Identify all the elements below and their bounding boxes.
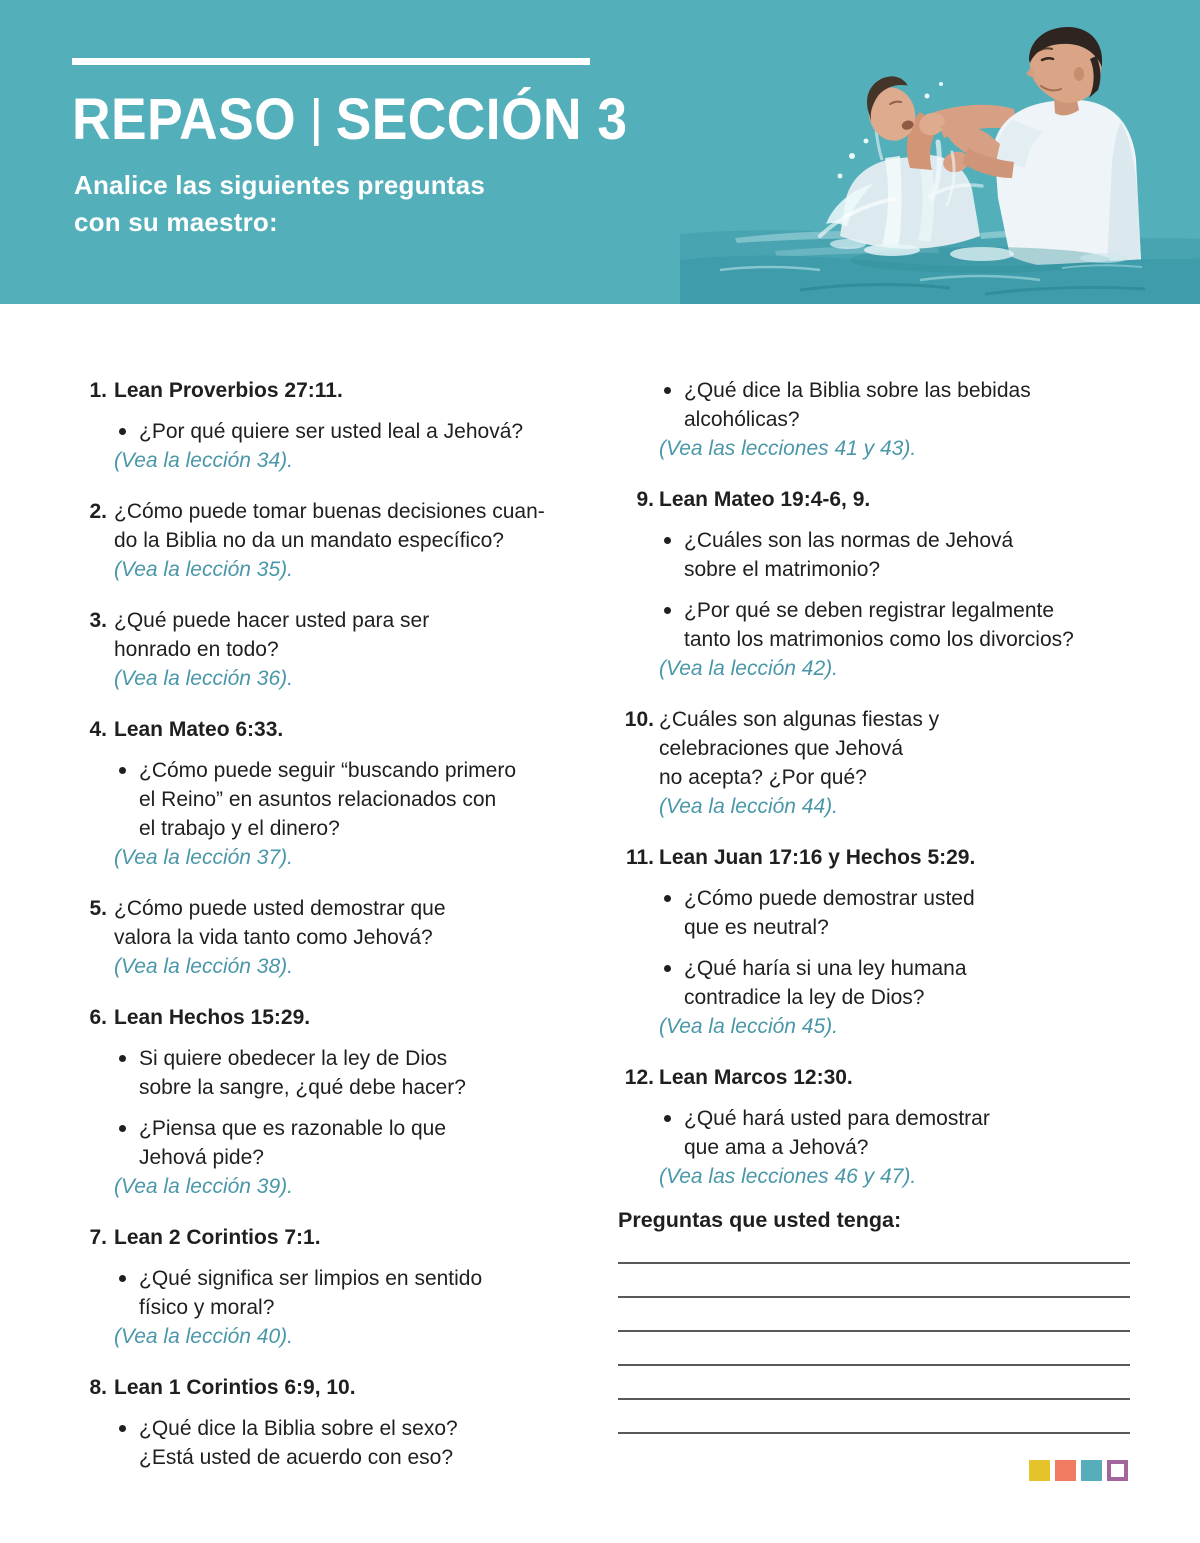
bullet-line: Si quiere obedecer la ley de Dios (139, 1047, 448, 1070)
notes-title: Preguntas que usted tenga: (618, 1208, 902, 1232)
question-item-7 (85, 1223, 591, 1351)
question-text-line: no acepta? ¿Por qué? (659, 766, 867, 789)
bullet-line: sobre el matrimonio? (684, 558, 881, 581)
answer-line (618, 1398, 1130, 1400)
question-number: 1. (89, 379, 107, 402)
bullet-line: tanto los matrimonios como los divorcios? (684, 628, 1074, 651)
bullet-line: ¿Qué haría si una ley humana (684, 957, 967, 980)
bullet-text (684, 884, 975, 942)
bullet-line: ¿Cuáles son las normas de Jehová (684, 529, 1014, 552)
bullet-text (139, 417, 523, 446)
question-text-line: ¿Cómo puede tomar buenas decisiones cuan- (114, 500, 545, 523)
bullet-line: que es neutral? (684, 916, 829, 939)
bullet-line: que ama a Jehová? (684, 1136, 869, 1159)
page-title-right: SECCIÓN 3 (335, 87, 628, 152)
question-heading: Lean Mateo 6:33. (114, 718, 284, 741)
section-square-2 (1055, 1460, 1076, 1481)
question-heading: Lean Proverbios 27:11. (114, 379, 343, 402)
bullet-item (659, 884, 1132, 942)
lesson-reference: (Vea la lección 38). (114, 955, 293, 978)
question-item-4 (85, 715, 591, 872)
question-heading: Lean Mateo 19:4-6, 9. (659, 488, 871, 511)
bullet-icon (119, 1275, 126, 1282)
title-separator (314, 98, 319, 146)
question-number: 11. (625, 846, 654, 869)
question-number: 6. (89, 1006, 107, 1029)
questions-right-column (618, 376, 1132, 1213)
bullet-text (139, 756, 516, 843)
bullet-item (114, 756, 591, 843)
bullet-line: ¿Qué hará usted para demostrar (684, 1107, 990, 1130)
baptism-illustration (680, 0, 1200, 304)
bullet-text (684, 596, 1074, 654)
lesson-reference: (Vea la lección 39). (114, 1175, 293, 1198)
questions-left-column (85, 376, 591, 1494)
question-item-8 (85, 1373, 591, 1472)
question-number: 3. (89, 609, 107, 632)
question-number: 8. (89, 1376, 107, 1399)
question-item-6 (85, 1003, 591, 1201)
bullet-line: alcohólicas? (684, 408, 800, 431)
bullet-line: contradice la ley de Dios? (684, 986, 925, 1009)
question-number: 10. (624, 708, 654, 731)
question-text-line: ¿Cómo puede usted demostrar que (114, 897, 446, 920)
lesson-reference: (Vea la lección 37). (114, 846, 293, 869)
lesson-reference: (Vea la lección 42). (659, 657, 838, 680)
question-heading: Lean 2 Corintios 7:1. (114, 1226, 321, 1249)
question-heading: Lean Marcos 12:30. (659, 1066, 853, 1089)
bullet-line: ¿Cómo puede demostrar usted (684, 887, 975, 910)
answer-line (618, 1296, 1130, 1298)
bullet-text (684, 954, 967, 1012)
bullet-line: ¿Por qué quiere ser usted leal a Jehová? (139, 420, 524, 443)
bullet-line: ¿Piensa que es razonable lo que (139, 1117, 447, 1140)
question-heading: Lean Juan 17:16 y Hechos 5:29. (659, 846, 976, 869)
personal-questions-section (618, 1206, 1130, 1434)
bullet-text (139, 1264, 482, 1322)
lesson-reference: (Vea la lección 40). (114, 1325, 293, 1348)
page-subtitle (74, 167, 485, 241)
question-heading: Lean 1 Corintios 6:9, 10. (114, 1376, 356, 1399)
bullet-text (139, 1044, 466, 1102)
bullet-text (139, 1414, 458, 1472)
answer-line (618, 1330, 1130, 1332)
answer-line (618, 1262, 1130, 1264)
question-item-10 (618, 705, 1132, 821)
subtitle-line: Analice las siguientes preguntas (74, 170, 485, 200)
section-square-3 (1081, 1460, 1102, 1481)
question-item-1 (85, 376, 591, 475)
bullet-line: ¿Por qué se deben registrar legalmente (684, 599, 1055, 622)
bullet-text (684, 1104, 990, 1162)
header-rule (72, 58, 590, 65)
question-number: 5. (89, 897, 107, 920)
lesson-reference: (Vea la lección 35). (114, 558, 293, 581)
bullet-item (114, 1264, 591, 1322)
question-number: 4. (89, 718, 107, 741)
question-text-line: ¿Cuáles son algunas fiestas y (659, 708, 940, 731)
section-square-4 (1107, 1460, 1128, 1481)
bullet-text (139, 1114, 446, 1172)
bullet-icon (664, 965, 671, 972)
bullet-line: ¿Qué significa ser limpios en sentido (139, 1267, 483, 1290)
bullet-line: ¿Qué dice la Biblia sobre el sexo? (139, 1417, 458, 1440)
question-text-line: valora la vida tanto como Jehová? (114, 926, 433, 949)
question-text-line: celebraciones que Jehová (659, 737, 904, 760)
bullet-item (114, 417, 591, 446)
question-heading: Lean Hechos 15:29. (114, 1006, 311, 1029)
bullet-icon (664, 387, 671, 394)
question-number: 2. (89, 500, 107, 523)
question-text-line: honrado en todo? (114, 638, 279, 661)
lesson-reference: (Vea las lecciones 46 y 47). (659, 1165, 917, 1188)
question-item-11 (618, 843, 1132, 1041)
subtitle-line: con su maestro: (74, 207, 278, 237)
bullet-icon (119, 1055, 126, 1062)
bullet-item (114, 1414, 591, 1472)
bullet-icon (664, 1115, 671, 1122)
section-progress-squares (1029, 1460, 1128, 1481)
question-text-line: do la Biblia no da un mandato específico? (114, 529, 504, 552)
question-number: 7. (89, 1226, 107, 1249)
bullet-line: el trabajo y el dinero? (139, 817, 340, 840)
header-band (0, 0, 1200, 304)
bullet-text (684, 376, 1031, 434)
bullet-line: sobre la sangre, ¿qué debe hacer? (139, 1076, 466, 1099)
question-item-8-continued (618, 376, 1132, 463)
lesson-reference: (Vea la lección 36). (114, 667, 293, 690)
answer-line (618, 1432, 1130, 1434)
question-item-5 (85, 894, 591, 981)
bullet-item (659, 526, 1132, 584)
bullet-line: el Reino” en asuntos relacionados con (139, 788, 497, 811)
page-title-left: REPASO (72, 87, 297, 152)
bullet-item (659, 596, 1132, 654)
question-text-line: ¿Qué puede hacer usted para ser (114, 609, 430, 632)
question-number: 9. (636, 488, 654, 511)
bullet-line: ¿Qué dice la Biblia sobre las bebidas (684, 379, 1031, 402)
bullet-icon (664, 537, 671, 544)
answer-line (618, 1364, 1130, 1366)
question-item-9 (618, 485, 1132, 683)
bullet-icon (664, 607, 671, 614)
question-number: 12. (624, 1066, 654, 1089)
bullet-icon (119, 1425, 126, 1432)
lesson-reference: (Vea las lecciones 41 y 43). (659, 437, 917, 460)
bullet-line: Jehová pide? (139, 1146, 264, 1169)
bullet-text (684, 526, 1013, 584)
bullet-icon (119, 428, 126, 435)
bullet-line: físico y moral? (139, 1296, 275, 1319)
bullet-item (659, 954, 1132, 1012)
section-square-1 (1029, 1460, 1050, 1481)
lesson-reference: (Vea la lección 44). (659, 795, 838, 818)
bullet-item (659, 376, 1132, 434)
bullet-line: ¿Cómo puede seguir “buscando primero (139, 759, 517, 782)
page-title (72, 86, 627, 153)
bullet-icon (664, 895, 671, 902)
bullet-icon (119, 1125, 126, 1132)
lesson-reference: (Vea la lección 45). (659, 1015, 838, 1038)
question-item-2 (85, 497, 591, 584)
lesson-reference: (Vea la lección 34). (114, 449, 293, 472)
bullet-item (659, 1104, 1132, 1162)
question-item-12 (618, 1063, 1132, 1191)
question-item-3 (85, 606, 591, 693)
bullet-item (114, 1114, 591, 1172)
bullet-icon (119, 767, 126, 774)
bullet-line: ¿Está usted de acuerdo con eso? (139, 1446, 454, 1469)
bullet-item (114, 1044, 591, 1102)
